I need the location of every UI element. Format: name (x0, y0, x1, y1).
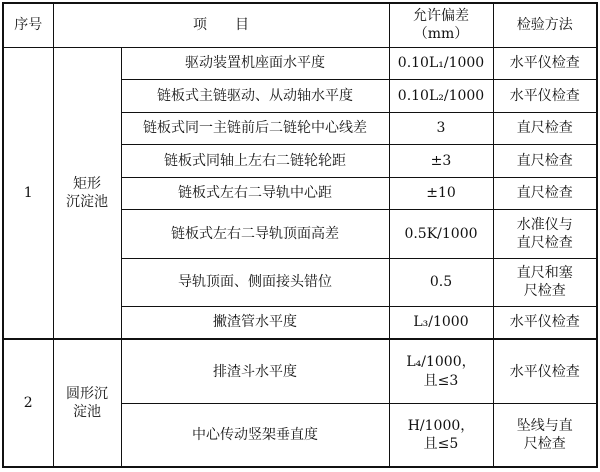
item-cell: 链板式主链驱动、从动轴水平度 (121, 80, 389, 113)
tolerance-cell: L₄/1000， 且≤3 (389, 339, 493, 404)
group-number: 2 (3, 339, 53, 467)
table-row (3, 47, 597, 80)
item-cell: 排渣斗水平度 (121, 339, 389, 404)
method-cell: 直尺检查 (493, 112, 597, 145)
method-cell: 水平仪检查 (493, 306, 597, 339)
header-method: 检验方法 (493, 3, 597, 47)
method-cell: 直尺检查 (493, 145, 597, 178)
item-cell: 链板式左右二导轨顶面高差 (121, 210, 389, 258)
tolerance-cell: 0.10L₂/1000 (389, 80, 493, 113)
tolerance-cell: ±10 (389, 177, 493, 210)
method-cell: 水平仪检查 (493, 80, 597, 113)
tolerance-cell: L₃/1000 (389, 306, 493, 339)
method-cell: 水准仪与 直尺检查 (493, 210, 597, 258)
group-name: 圆形沉 淀池 (53, 339, 121, 467)
item-cell: 驱动装置机座面水平度 (121, 47, 389, 80)
header-tolerance: 允许偏差 （mm） (389, 3, 493, 47)
header-item: 项 目 (53, 3, 389, 47)
header-no: 序号 (3, 3, 53, 47)
inspection-table (2, 2, 598, 468)
item-cell: 撇渣管水平度 (121, 306, 389, 339)
method-cell: 坠线与直 尺检查 (493, 404, 597, 467)
group-number: 1 (3, 47, 53, 339)
tolerance-cell: 0.5 (389, 258, 493, 306)
method-cell: 水平仪检查 (493, 47, 597, 80)
method-cell: 直尺和塞 尺检查 (493, 258, 597, 306)
table-row (3, 339, 597, 404)
tolerance-cell: H/1000， 且≤5 (389, 404, 493, 467)
item-cell: 导轨顶面、侧面接头错位 (121, 258, 389, 306)
item-cell: 链板式同轴上左右二链轮轮距 (121, 145, 389, 178)
method-cell: 水平仪检查 (493, 339, 597, 404)
method-cell: 直尺检查 (493, 177, 597, 210)
tolerance-cell: 3 (389, 112, 493, 145)
item-cell: 链板式左右二导轨中心距 (121, 177, 389, 210)
tolerance-cell: 0.10L₁/1000 (389, 47, 493, 80)
header-row (3, 3, 597, 47)
tolerance-cell: ±3 (389, 145, 493, 178)
group-name: 矩形 沉淀池 (53, 47, 121, 339)
tolerance-cell: 0.5K/1000 (389, 210, 493, 258)
item-cell: 链板式同一主链前后二链轮中心线差 (121, 112, 389, 145)
item-cell: 中心传动竖架垂直度 (121, 404, 389, 467)
